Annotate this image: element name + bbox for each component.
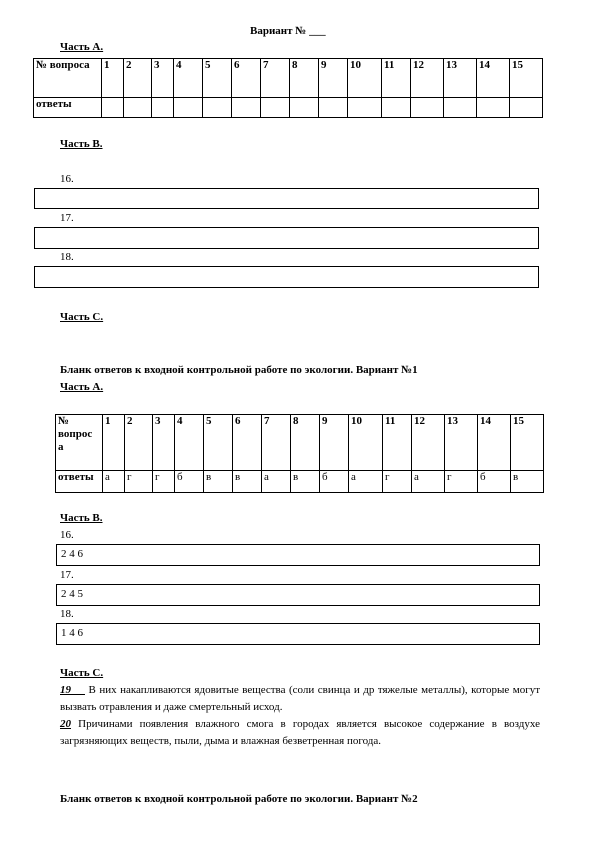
variant1-question-number: 14 — [478, 415, 511, 471]
blank-answer-cell[interactable] — [510, 98, 543, 118]
variant1-question-number: 8 — [291, 415, 320, 471]
variant1-question-number: 12 — [412, 415, 445, 471]
blank-answer-cell[interactable] — [174, 98, 203, 118]
variant1-question-number: 5 — [204, 415, 233, 471]
blank-question-number: 7 — [261, 59, 290, 98]
blank-answer-cell[interactable] — [102, 98, 124, 118]
answer-number: 19 — [60, 684, 71, 696]
variant1-item-number: 18. — [60, 608, 74, 620]
blank-question-number: 4 — [174, 59, 203, 98]
variant1-answer-field-17 — [56, 584, 540, 606]
variant1-item-number: 17. — [60, 569, 74, 581]
blank-item-number: 18. — [60, 251, 74, 263]
variant1-part-a-heading: Часть А. — [60, 381, 104, 393]
blank-question-number: 14 — [477, 59, 510, 98]
blank-question-number: 12 — [411, 59, 444, 98]
variant1-answer-cell: б — [320, 471, 349, 493]
variant1-answer-row — [56, 471, 544, 493]
variant1-item-number: 16. — [60, 529, 74, 541]
variant1-question-row — [56, 415, 544, 471]
variant1-answer-cell: а — [262, 471, 291, 493]
blank-variant-title: Вариант № ___ — [250, 25, 326, 37]
blank-question-number: 6 — [232, 59, 261, 98]
variant1-question-number: 6 — [233, 415, 262, 471]
variant1-question-number: 4 — [175, 415, 204, 471]
blank-answer-cell[interactable] — [290, 98, 319, 118]
blank-part-b-heading: Часть В. — [60, 138, 103, 150]
variant1-answer-cell: в — [233, 471, 262, 493]
blank-answer-cell[interactable] — [477, 98, 510, 118]
variant1-answer-cell: в — [511, 471, 544, 493]
blank-answer-cell[interactable] — [348, 98, 382, 118]
blank-answer-field-16[interactable] — [34, 188, 539, 209]
variant1-question-number: 11 — [383, 415, 412, 471]
variant1-answer-cell: в — [204, 471, 233, 493]
blank-answer-row — [34, 98, 543, 118]
blank-question-number: 2 — [124, 59, 152, 98]
blank-answer-field-17[interactable] — [34, 227, 539, 249]
variant1-answer-value: 1 4 6 — [61, 627, 83, 639]
blank-question-label: № вопроса — [34, 59, 102, 98]
variant1-answer-field-16 — [56, 544, 540, 566]
variant1-part-c-heading: Часть С. — [60, 667, 104, 679]
variant2-title: Бланк ответов к входной контрольной работе по экологии. Вариант №2 — [60, 793, 418, 805]
blank-answer-cell[interactable] — [124, 98, 152, 118]
variant1-question-label: № вопрос а — [56, 415, 103, 471]
blank-part-c-heading: Часть С. — [60, 311, 104, 323]
variant1-answer-table — [55, 414, 544, 493]
variant1-answer-label: ответы — [56, 471, 103, 493]
variant1-part-b-heading: Часть В. — [60, 512, 103, 524]
blank-answer-cell[interactable] — [411, 98, 444, 118]
blank-question-number: 10 — [348, 59, 382, 98]
variant1-answer-20 — [60, 716, 540, 750]
variant1-answer-cell: б — [478, 471, 511, 493]
blank-answer-cell[interactable] — [261, 98, 290, 118]
variant1-answer-cell: г — [125, 471, 153, 493]
blank-question-number: 13 — [444, 59, 477, 98]
variant1-answer-cell: а — [103, 471, 125, 493]
variant1-answer-value: 2 4 6 — [61, 548, 83, 560]
blank-question-number: 3 — [152, 59, 174, 98]
blank-answer-cell[interactable] — [444, 98, 477, 118]
blank-answer-cell[interactable] — [319, 98, 348, 118]
variant1-answer-cell: г — [153, 471, 175, 493]
variant1-answer-cell: в — [291, 471, 320, 493]
answer-text: В них накапливаются ядовитые вещества (соли свинца и др тяжелые металлы), которые могут вызвать отравления и даже смертельный исход. — [60, 684, 541, 713]
variant1-question-number: 7 — [262, 415, 291, 471]
blank-item-number: 17. — [60, 212, 74, 224]
blank-answer-cell[interactable] — [152, 98, 174, 118]
blank-item-number: 16. — [60, 173, 74, 185]
blank-answer-cell[interactable] — [232, 98, 261, 118]
blank-answer-label: ответы — [34, 98, 102, 118]
variant1-title: Бланк ответов к входной контрольной работе по экологии. Вариант №1 — [60, 364, 418, 376]
blank-question-number: 11 — [382, 59, 411, 98]
variant1-question-number: 9 — [320, 415, 349, 471]
variant1-question-number: 15 — [511, 415, 544, 471]
variant1-answer-field-18 — [56, 623, 540, 645]
blank-question-number: 9 — [319, 59, 348, 98]
blank-question-number: 15 — [510, 59, 543, 98]
variant1-answer-cell: а — [349, 471, 383, 493]
blank-question-number: 1 — [102, 59, 124, 98]
blank-answer-cell[interactable] — [203, 98, 232, 118]
variant1-answer-cell: б — [175, 471, 204, 493]
answer-number: 20 — [60, 718, 71, 730]
variant1-question-number: 2 — [125, 415, 153, 471]
variant1-answer-cell: г — [445, 471, 478, 493]
blank-question-number: 5 — [203, 59, 232, 98]
variant1-answer-cell: г — [383, 471, 412, 493]
blank-answer-table — [33, 58, 543, 118]
variant1-answer-cell: а — [412, 471, 445, 493]
variant1-answer-value: 2 4 5 — [61, 588, 83, 600]
variant1-question-number: 3 — [153, 415, 175, 471]
blank-question-number: 8 — [290, 59, 319, 98]
variant1-question-number: 10 — [349, 415, 383, 471]
blank-answer-field-18[interactable] — [34, 266, 539, 288]
variant1-answer-19 — [60, 682, 540, 716]
variant1-question-number: 1 — [103, 415, 125, 471]
blank-question-row — [34, 59, 543, 98]
variant1-question-number: 13 — [445, 415, 478, 471]
blank-answer-cell[interactable] — [382, 98, 411, 118]
answer-text: Причинами появления влажного смога в городах является высокое содержание в воздухе загрязняющих веществ, пыли, дыма и влажная безветренная погода. — [60, 718, 541, 747]
blank-part-a-heading: Часть А. — [60, 41, 104, 53]
